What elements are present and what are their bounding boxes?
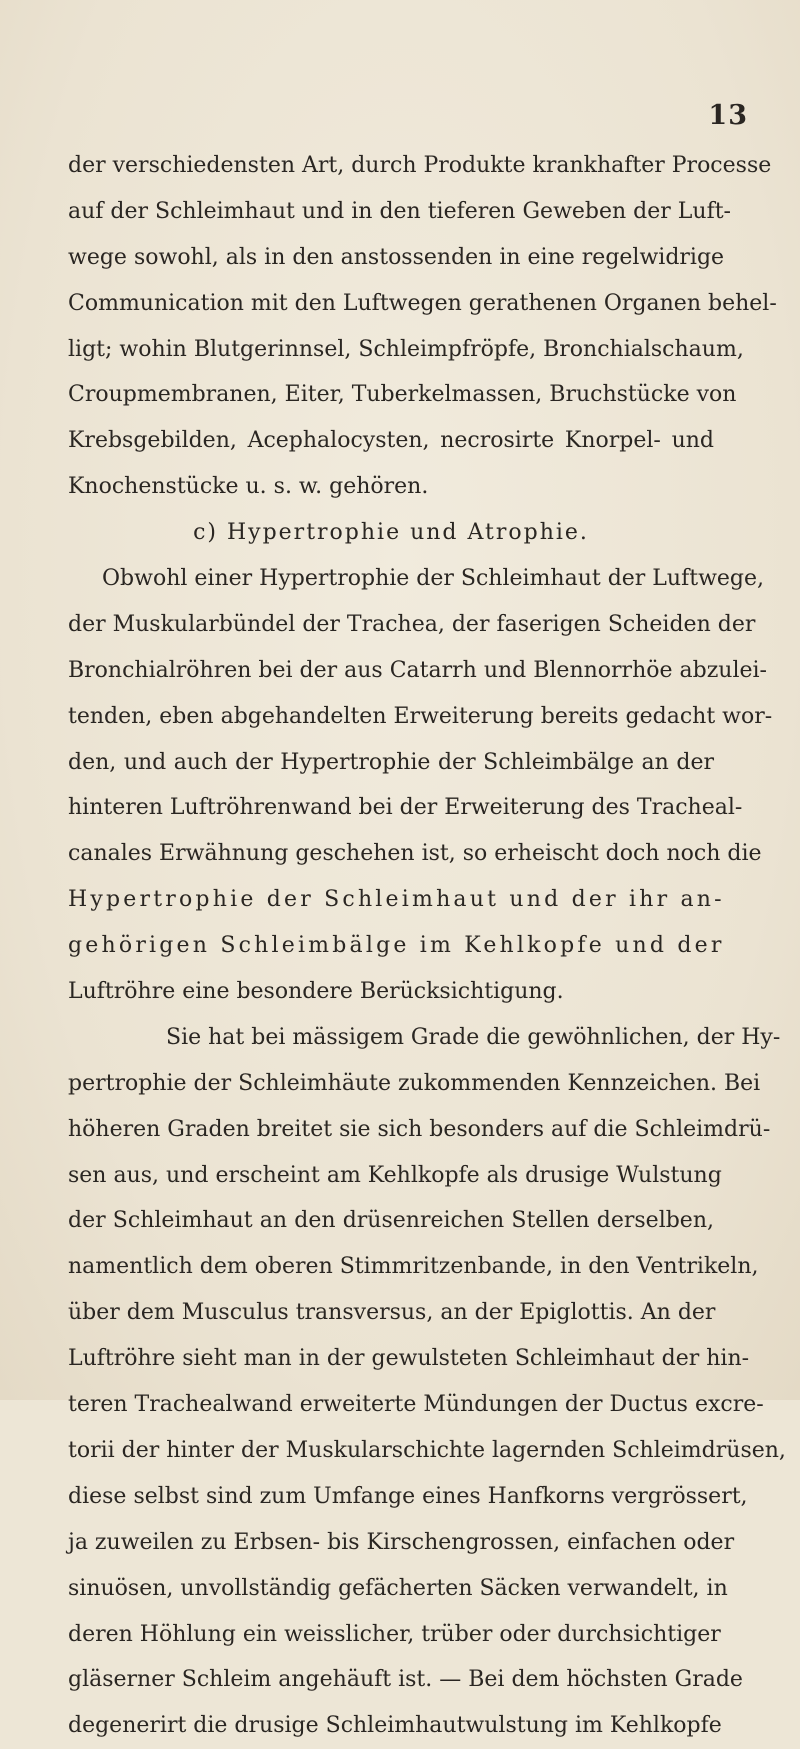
text-line: Croupmembranen, Eiter, Tuberkelmassen, Bruchstücke von — [68, 382, 737, 408]
text-line: torii der hinter der Muskularschichte lagernden Schleimdrüsen, — [68, 1437, 786, 1463]
text-line: über dem Musculus transversus, an der Epiglottis. An der — [68, 1300, 716, 1326]
text-line: canales Erwähnung geschehen ist, so erheischt doch noch die — [68, 841, 762, 867]
text-line: Sie hat bei mässigem Grade die gewöhnlichen, der Hy- — [166, 1024, 781, 1050]
page-number: 13 — [708, 100, 748, 131]
text-line: degenerirt die drusige Schleimhautwulstung im Kehlkopfe — [68, 1713, 722, 1739]
text-line: höheren Graden breitet sie sich besonders auf die Schleimdrü- — [68, 1116, 771, 1142]
text-line: teren Trachealwand erweiterte Mündungen der Ductus excre- — [68, 1392, 764, 1418]
text-line: den, und auch der Hypertrophie der Schleimbälge an der — [68, 749, 714, 775]
text-line: Krebsgebilden, Acephalocysten, necrosirte Knorpel- und — [68, 428, 714, 454]
text-line: Bronchialröhren bei der aus Catarrh und Blennorrhöe abzulei- — [68, 657, 767, 683]
text-line: deren Höhlung ein weisslicher, trüber oder durchsichtiger — [68, 1621, 721, 1647]
text-line: Hypertrophie der Schleimhaut und der ihr an- — [68, 887, 725, 913]
text-line: sinuösen, unvollständig gefächerten Säcken verwandelt, in — [68, 1575, 728, 1601]
text-line: Luftröhre eine besondere Berücksichtigung. — [68, 979, 564, 1005]
text-line: gehörigen Schleimbälge im Kehlkopfe und der — [68, 933, 725, 959]
text-line: Communication mit den Luftwegen gerathenen Organen behel- — [68, 290, 777, 316]
text-line: ja zuweilen zu Erbsen- bis Kirschengrossen, einfachen oder — [68, 1529, 735, 1555]
text-line: wege sowohl, als in den anstossenden in eine regelwidrige — [68, 244, 725, 270]
section-heading: c) Hypertrophie und Atrophie. — [193, 520, 589, 546]
text-line: gläserner Schleim angehäuft ist. — Bei dem höchsten Grade — [68, 1667, 743, 1693]
text-line: hinteren Luftröhrenwand bei der Erweiterung des Tracheal- — [68, 795, 743, 821]
text-line: Obwohl einer Hypertrophie der Schleimhaut der Luftwege, — [102, 566, 765, 592]
text-line: der Schleimhaut an den drüsenreichen Stellen derselben, — [68, 1208, 714, 1234]
text-line: namentlich dem oberen Stimmritzenbande, in den Ventrikeln, — [68, 1254, 759, 1280]
text-line: diese selbst sind zum Umfange eines Hanfkorns vergrössert, — [68, 1483, 748, 1509]
text-line: ligt; wohin Blutgerinnsel, Schleimpfröpfe, Bronchialschaum, — [68, 336, 744, 362]
text-line: pertrophie der Schleimhäute zukommenden Kennzeichen. Bei — [68, 1070, 761, 1096]
text-line: auf der Schleimhaut und in den tieferen Geweben der Luft- — [68, 198, 731, 224]
text-line: sen aus, und erscheint am Kehlkopfe als drusige Wulstung — [68, 1162, 722, 1188]
text-line: der verschiedensten Art, durch Produkte krankhafter Processe — [68, 153, 772, 178]
text-line: Knochenstücke u. s. w. gehören. — [68, 474, 429, 500]
text-line: der Muskularbündel der Trachea, der faserigen Scheiden der — [68, 611, 756, 637]
body-text — [68, 143, 786, 1749]
text-line: tenden, eben abgehandelten Erweiterung bereits gedacht wor- — [68, 703, 773, 729]
text-line: Luftröhre sieht man in der gewulsteten Schleimhaut der hin- — [68, 1346, 750, 1372]
